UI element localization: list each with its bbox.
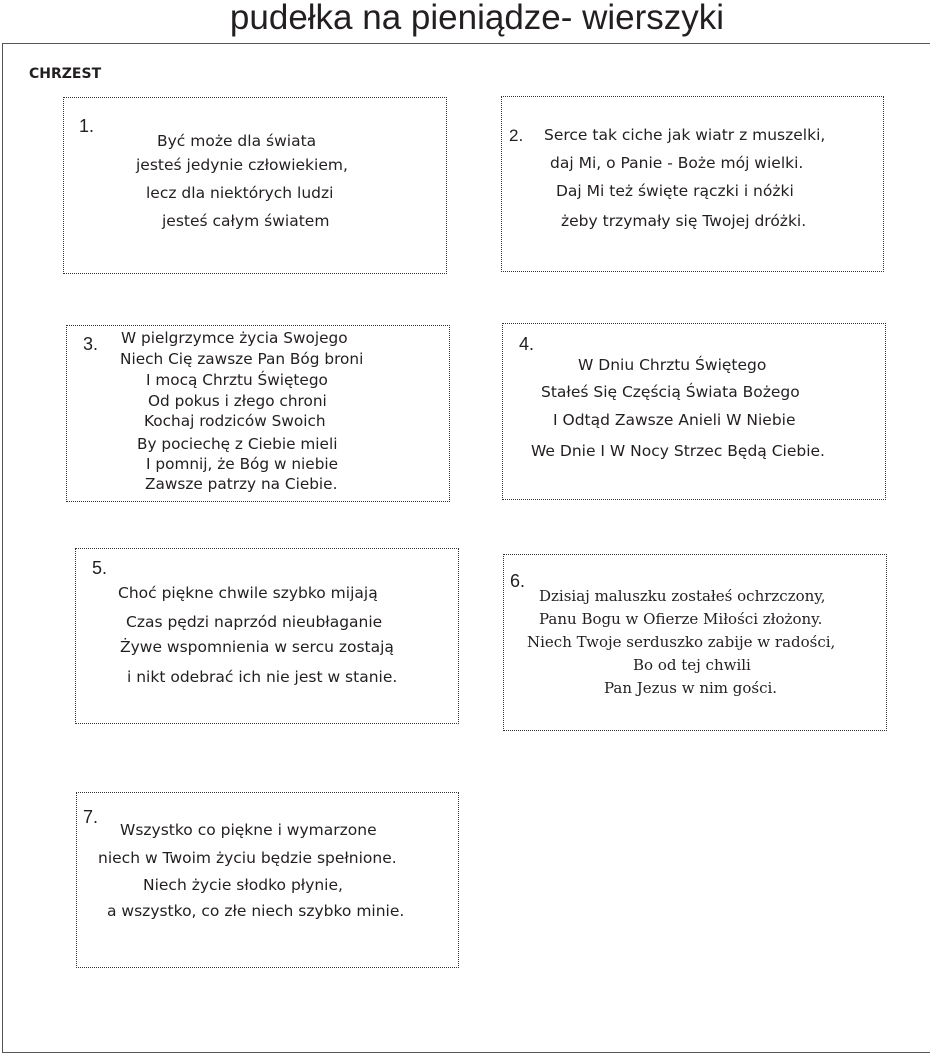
poem-5-line-4: i nikt odebrać ich nie jest w stanie. — [127, 668, 398, 686]
poem-6-line-1: Dzisiaj maluszku zostałeś ochrzczony, — [539, 587, 826, 605]
poem-4-line-3: I Odtąd Zawsze Anieli W Niebie — [553, 411, 796, 429]
poem-3-line-1: W pielgrzymce życia Swojego — [121, 329, 348, 347]
poem-6-line-4: Bo od tej chwili — [633, 656, 751, 674]
poem-1-line-4: jesteś całym światem — [162, 212, 330, 230]
poem-7-line-3: Niech życie słodko płynie, — [143, 876, 343, 894]
poem-number-5: 5. — [92, 558, 108, 578]
poem-4-line-1: W Dniu Chrztu Świętego — [578, 356, 767, 374]
poem-5-line-1: Choć piękne chwile szybko mijają — [118, 584, 378, 602]
poem-3-line-5: Kochaj rodziców Swoich — [144, 412, 326, 430]
poem-6-line-3: Niech Twoje serduszko zabije w radości, — [527, 633, 836, 651]
poem-7-line-1: Wszystko co piękne i wymarzone — [120, 821, 377, 839]
poem-number-1: 1. — [79, 116, 95, 136]
poem-1-line-1: Być może dla świata — [157, 132, 317, 150]
poem-5-line-2: Czas pędzi naprzód nieubłaganie — [126, 613, 383, 631]
poem-3-line-2: Niech Cię zawsze Pan Bóg broni — [120, 350, 364, 368]
poem-6-line-5: Pan Jezus w nim gości. — [604, 679, 778, 697]
poem-4-line-4: We Dnie I W Nocy Strzec Będą Ciebie. — [531, 442, 825, 460]
poem-6-line-2: Panu Bogu w Ofierze Miłości złożony. — [539, 610, 823, 628]
poem-5-line-3: Żywe wspomnienia w sercu zostają — [120, 638, 394, 656]
poem-3-line-7: I pomnij, że Bóg w niebie — [146, 455, 339, 473]
poem-1-line-2: jesteś jedynie człowiekiem, — [136, 156, 348, 174]
poem-3-line-3: I mocą Chrztu Świętego — [146, 371, 328, 389]
poem-4-line-2: Stałeś Się Częścią Świata Bożego — [541, 383, 800, 401]
section-label: CHRZEST — [29, 66, 102, 82]
poem-number-6: 6. — [510, 571, 526, 591]
poem-7-line-4: a wszystko, co złe niech szybko minie. — [107, 902, 405, 920]
poem-2-line-3: Daj Mi też święte rączki i nóżki — [556, 182, 794, 200]
poem-number-7: 7. — [83, 807, 99, 827]
poem-3-line-8: Zawsze patrzy na Ciebie. — [145, 475, 338, 493]
poem-number-3: 3. — [83, 334, 99, 354]
poem-1-line-3: lecz dla niektórych ludzi — [146, 184, 334, 202]
poem-2-line-2: daj Mi, o Panie - Boże mój wielki. — [550, 154, 804, 172]
page-title: pudełka na pieniądze- wierszyki — [229, 0, 725, 37]
poem-2-line-1: Serce tak ciche jak wiatr z muszelki, — [544, 126, 826, 144]
poem-7-line-2: niech w Twoim życiu będzie spełnione. — [98, 849, 397, 867]
poem-3-line-4: Od pokus i złego chroni — [148, 392, 327, 410]
poem-card-5 — [75, 548, 459, 724]
poem-number-2: 2. — [509, 126, 524, 145]
poem-number-4: 4. — [519, 334, 535, 354]
poem-3-line-6: By pociechę z Ciebie mieli — [137, 435, 338, 453]
poem-2-line-4: żeby trzymały się Twojej dróżki. — [561, 212, 807, 230]
